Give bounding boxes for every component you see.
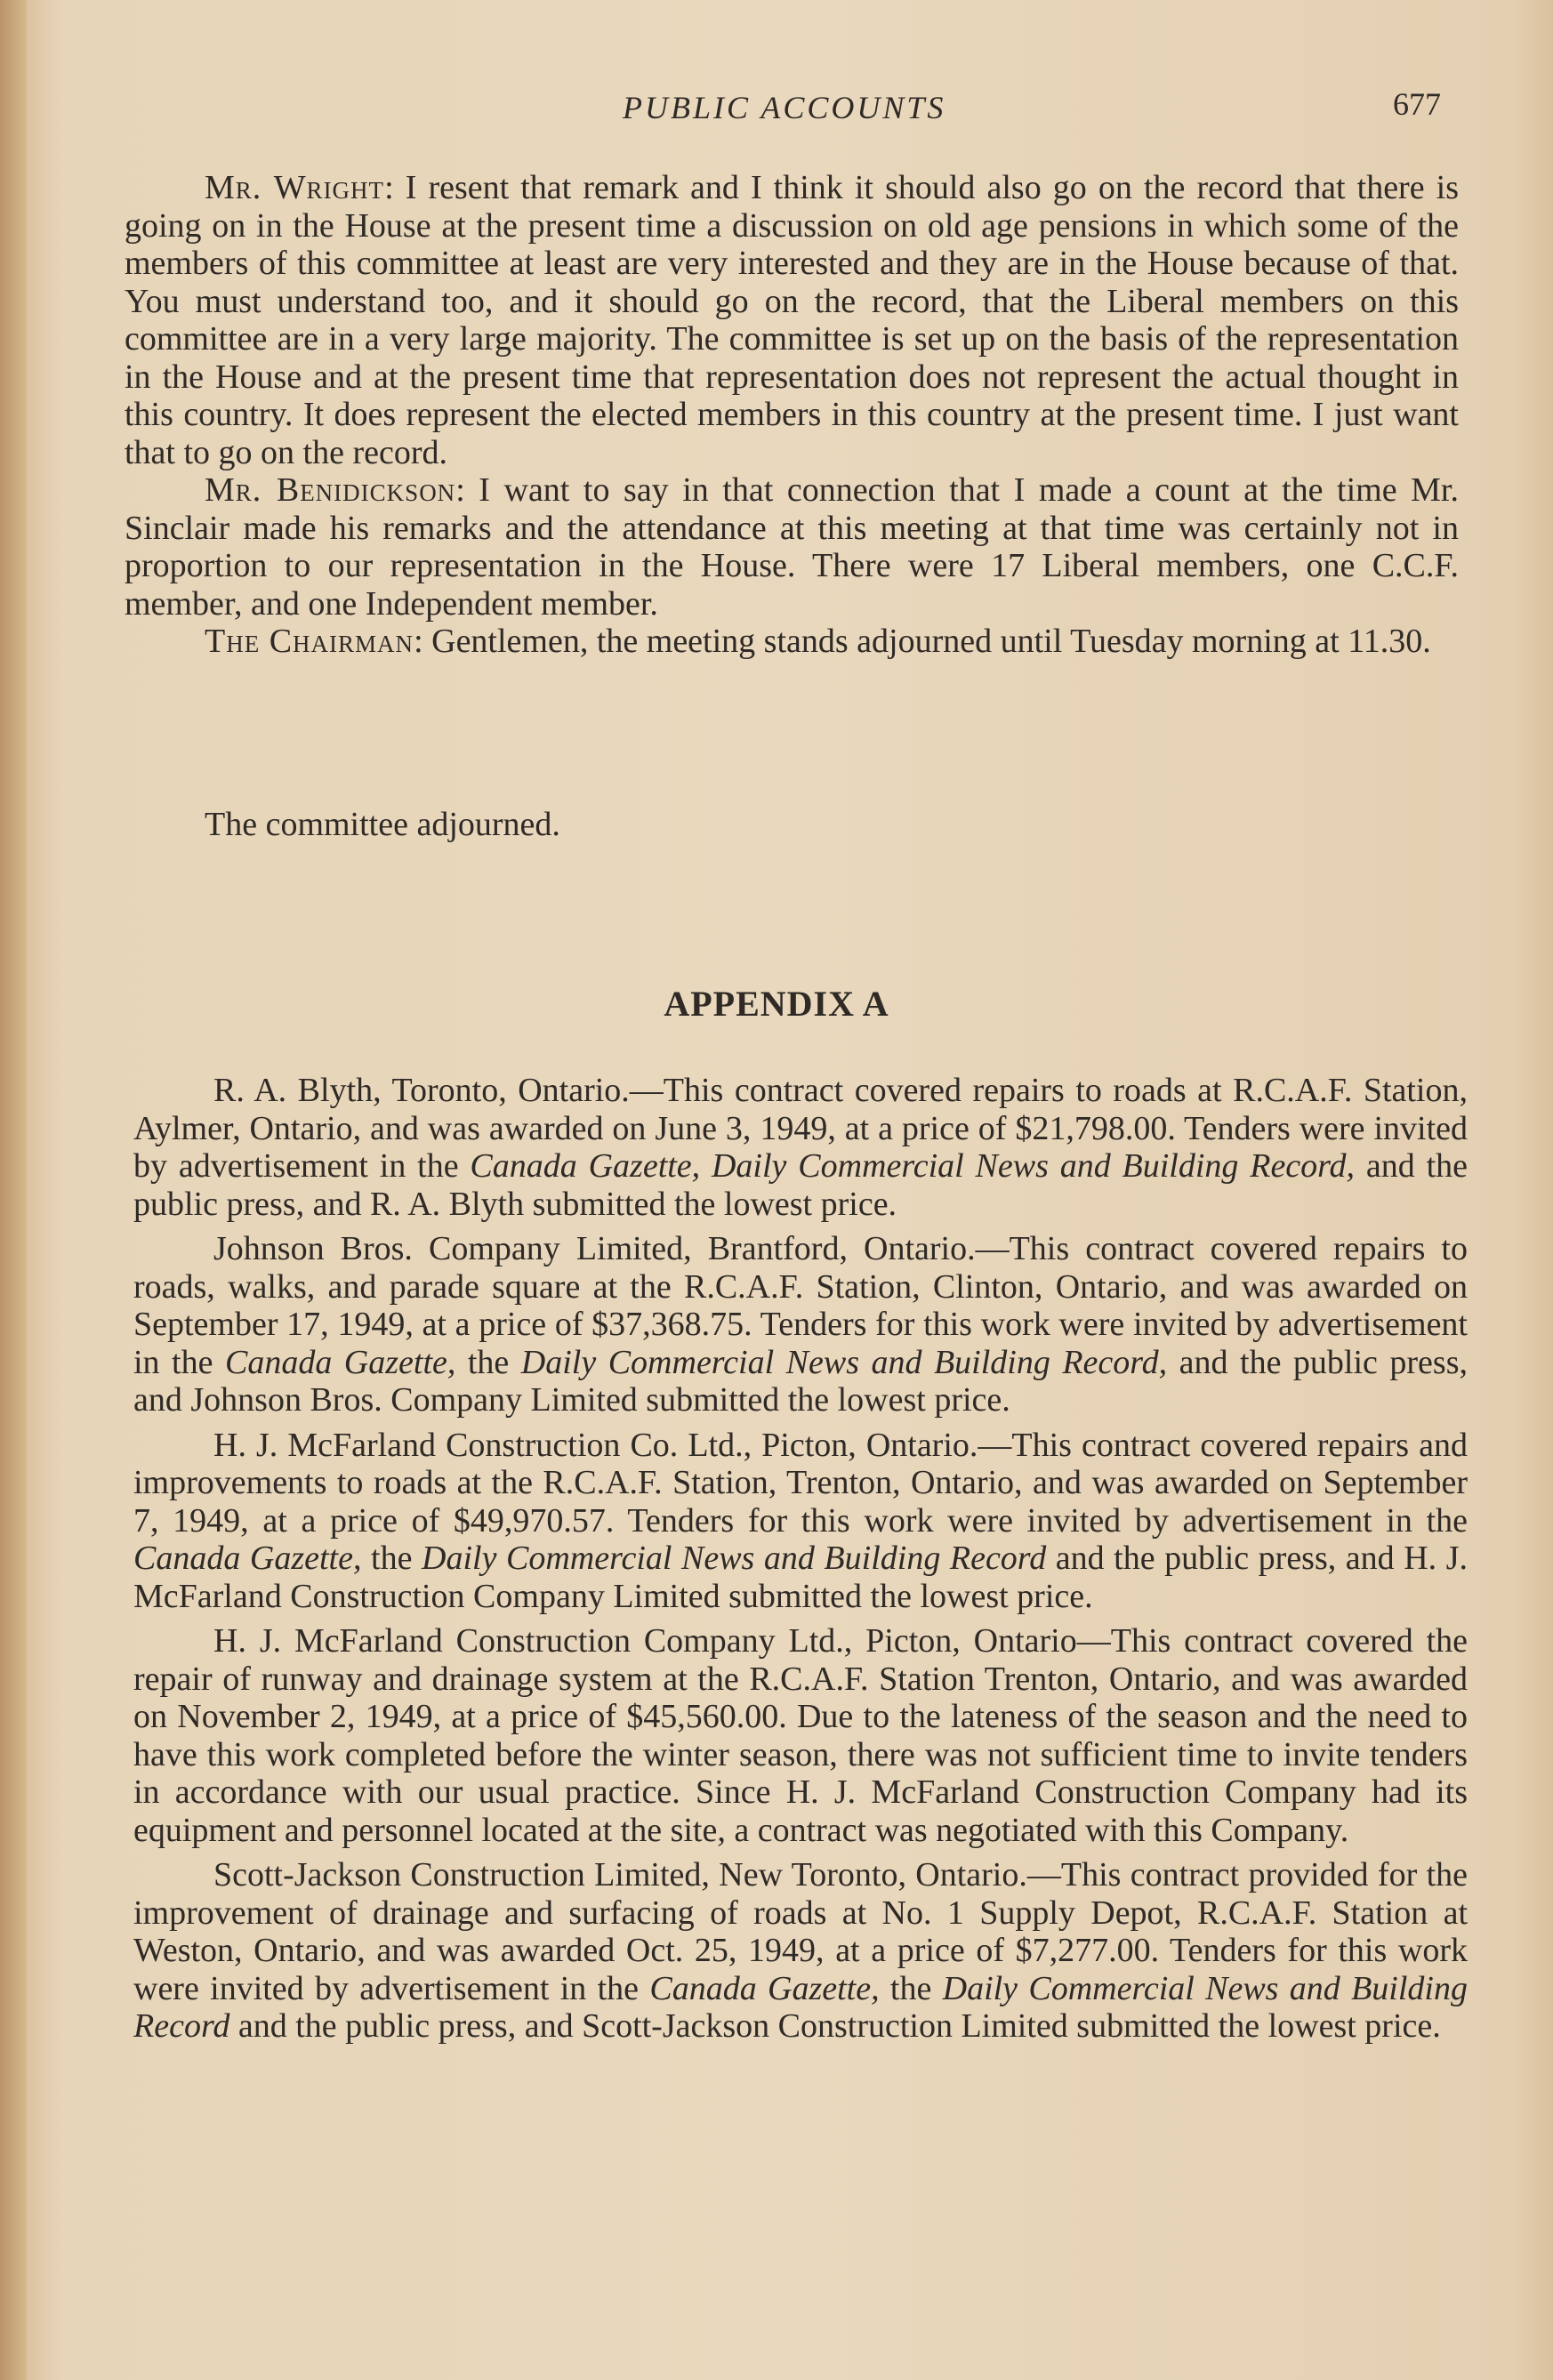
appendix-body (133, 1072, 1468, 2053)
speech-paragraph: Mr. Wright: I resent that remark and I think it should also go on the record that there is going on in the House at the present time a discussion on old age pensions in which some of the members of this committee at least are very interested and they are in the House because of that. You must understand too, and it should go on the record, that the Liberal members on this committee are in a very large majority. The committee is set up on the basis of the representation in the House and at the present time that representation does not represent the actual thought in this country. It does represent the elected members in this country at the present time. I just want that to go on the record. (125, 169, 1460, 471)
appendix-paragraph (133, 1622, 1468, 1849)
paragraph-text: and the public press, and Johnson Bros. Company Limited submitted the lowest price. (133, 1343, 1468, 1419)
publication-name: Canada Gazette, (224, 1343, 456, 1381)
appendix-paragraph (133, 1230, 1468, 1419)
paragraph-text: H. J. McFarland Construction Co. Ltd., Picton, Ontario.—This contract covered repairs and improvements to roads at the R.C.A.F. Station, Trenton, Ontario, and was awarded on September 7, 1949, at a price of $49,970.57. Tenders for this work were invited by advertisement in the (133, 1426, 1468, 1540)
page-number: 677 (1393, 86, 1441, 122)
speaker-name: The Chairman (205, 623, 414, 660)
publication-name: Canada Gazette, Daily Commercial News and Building Record, (470, 1147, 1356, 1185)
publication-name: Canada Gazette, (649, 1969, 880, 2007)
speech-paragraph: Mr. Benidickson: I want to say in that connection that I made a count at the time Mr. Sinclair made his remarks and the attendance at this meeting at that time was certainly not in proportion to our representation in the House. There were 17 Liberal members, one C.C.F. member, and one Independent member. (125, 471, 1459, 623)
running-title: PUBLIC ACCOUNTS (623, 90, 946, 125)
paragraph-text: Scott-Jackson Construction Limited, New Toronto, Ontario.—This contract provided for the improvement of drainage and surfacing of roads at No. 1 Supply Depot, R.C.A.F. Station at Weston, Ontario, and was awarded Oct. 25, 1949, at a price of $7,277.00. Tenders for this work were invited by advertisement in the (133, 1856, 1468, 2007)
publication-name: Daily Commercial News and Building Record (422, 1540, 1047, 1577)
speaker-name: Mr. Wright (205, 169, 385, 206)
speech-paragraph: The Chairman: Gentlemen, the meeting stands adjourned until Tuesday morning at 11.30. (205, 623, 1431, 660)
page-header (125, 86, 1459, 133)
appendix-paragraph (133, 1072, 1468, 1223)
speaker-name: Mr. Benidickson (205, 471, 456, 509)
paragraph-text: and the public press, and H. J. McFarland Construction Company Limited submitted the lowest price. (133, 1540, 1469, 1615)
appendix-paragraph (133, 1427, 1468, 1616)
appendix-paragraph (133, 1856, 1468, 2046)
paragraph-text: R. A. Blyth, Toronto, Ontario.—This contract covered repairs to roads at R.C.A.F. Station, Aylmer, Ontario, and was awarded on June 3, 1949, at a price of $21,798.00. Tenders were invited by advertisement in the (133, 1072, 1468, 1185)
paragraph-text: Johnson Bros. Company Limited, Brantford, Ontario.—This contract covered repairs to roads, walks, and parade square at the R.C.A.F. Station, Clinton, Ontario, and was awarded on September 17, 1949, at a price of $37,368.75. Tenders for this work were invited by advertisement in the (133, 1230, 1468, 1381)
paragraph-text: H. J. McFarland Construction Company Ltd., Picton, Ontario—This contract covered the repair of runway and drainage system at the R.C.A.F. Station Trenton, Ontario, and was awarded on November 2, 1949, at a price of $45,560.00. Due to the lateness of the season and the need to have this work completed before the winter season, there was not sufficient time to invite tenders in accordance with our usual practice. Since H. J. McFarland Construction Company had its equipment and personnel located at the site, a contract was negotiated with this Company. (133, 1622, 1468, 1849)
book-spine-shadow (0, 0, 27, 2380)
publication-name: Daily Commercial News and Building Record, (520, 1343, 1168, 1381)
closing-note: The committee adjourned. (205, 806, 560, 843)
speech-text: Gentlemen, the meeting stands adjourned until Tuesday morning at 11.30. (431, 623, 1431, 660)
speech-block (125, 169, 1459, 661)
publication-name: Canada Gazette, (133, 1540, 362, 1577)
paragraph-text: the (455, 1343, 521, 1381)
speech-text: I want to say in that connection that I made a count at the time Mr. Sinclair made his remarks and the attendance at this meeting at that time was certainly not in proportion to our representation in the House. There were 17 Liberal members, one C.C.F. member, and one Independent member. (125, 471, 1459, 623)
paragraph-text: and the public press, and R. A. Blyth submitted the lowest price. (133, 1147, 1469, 1223)
paragraph-text: and the public press, and Scott-Jackson Construction Limited submitted the lowest price. (229, 2007, 1441, 2045)
publication-name: Daily Commercial News and Building Record (133, 1969, 1468, 2045)
paragraph-text: the (879, 1969, 943, 2007)
speech-text: I resent that remark and I think it should also go on the record that there is going on in the House at the present time a discussion on old age pensions in which some of the members of this committee at least are very interested and they are in the House because of that. You must understand too, and it should go on the record, that the Liberal members on this committee are in a very large majority. The committee is set up on the basis of the representation in the House and at the present time that representation does not represent the actual thought in this country. It does represent the elected members in this country at the present time. I just want that to go on the record. (125, 169, 1460, 471)
appendix-heading: APPENDIX A (664, 984, 889, 1024)
paragraph-text: the (361, 1540, 422, 1577)
